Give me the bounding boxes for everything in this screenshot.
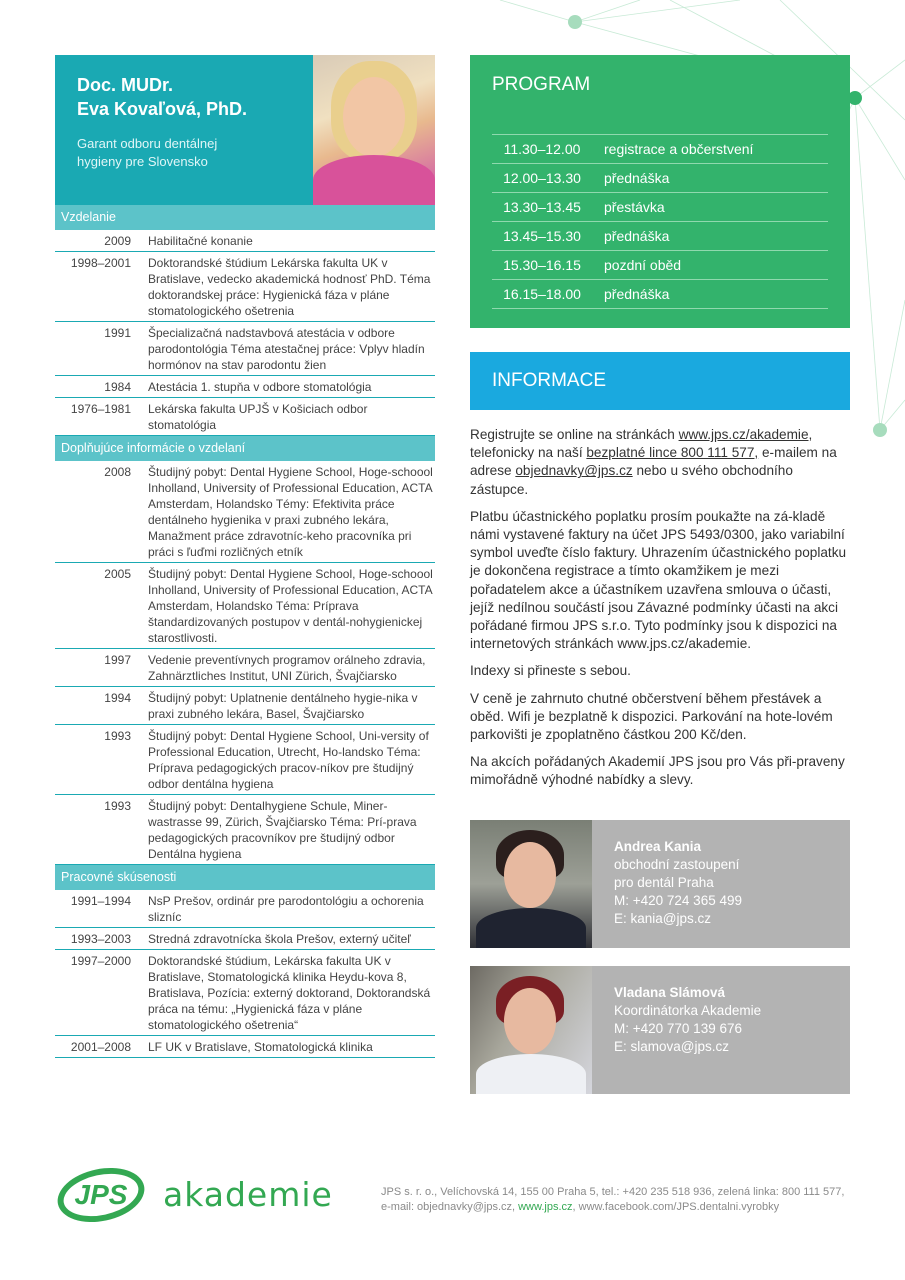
row-text: Doktorandské štúdium, Lekárska fakulta UK v Bratislave, Stomatologická klinika Heydu-kova 8, Bratislava, Pozícia: externý doktorand, Doktorandská práca na tému: „Hygienická fáza v pláne stomatologického ošetrenia“ xyxy=(148,954,431,1032)
contact-card-kania xyxy=(470,820,850,948)
jps-logo-icon xyxy=(55,1166,147,1224)
profile-name xyxy=(77,73,291,121)
contact-phone: M: +420 724 365 499 xyxy=(614,892,742,908)
program-time: 15.30–16.15 xyxy=(503,257,581,273)
program-activity: registrace a občerstvení xyxy=(604,141,754,157)
program-item xyxy=(492,222,828,251)
contact-name: Andrea Kania xyxy=(614,838,702,854)
contact-card-slamova xyxy=(470,966,850,1094)
program-item xyxy=(492,193,828,222)
table-row xyxy=(55,376,435,398)
info-registration-paragraph xyxy=(470,426,850,499)
row-year: 1991–1994 xyxy=(70,894,131,908)
footer-address xyxy=(381,1185,844,1215)
program-item xyxy=(492,164,828,193)
table-row xyxy=(55,230,435,252)
table-row xyxy=(55,795,435,865)
info-refreshments-paragraph: V ceně je zahrnuto chutné občerstvení během přestávek a oběd. Wifi je bezplatně k dispozici. Parkování na hote-lovém parkovišti je zpoplatněno částkou 200 Kč/den. xyxy=(470,690,833,743)
table-row xyxy=(55,928,435,950)
info-text-segment: e-mailem na adrese xyxy=(470,445,837,479)
table-row xyxy=(55,398,435,436)
row-year: 2001–2008 xyxy=(70,1040,131,1054)
footer-address-line: JPS s. r. o., Velíchovská 14, 155 00 Praha 5, tel.: +420 235 518 936, zelená linka: 800 111 577, xyxy=(381,1186,845,1198)
program-box xyxy=(470,55,850,328)
row-text: Špecializačná nadstavbová atestácia v odbore parodontológia Téma atestačnej práce: Vplyv hladín hormónov na stav parodontu žien xyxy=(148,326,425,372)
cv-sections xyxy=(55,205,435,1058)
info-title: INFORMACE xyxy=(470,352,850,410)
table-row xyxy=(55,950,435,1036)
website-link[interactable]: www.jps.cz xyxy=(518,1201,573,1213)
table-row xyxy=(55,461,435,563)
profile-role-line2: hygieny pre Slovensko xyxy=(77,154,208,169)
footer-email: e-mail: objednavky@jps.cz, xyxy=(381,1201,519,1213)
row-text: Doktorandské štúdium Lekárska fakulta UK v Bratislave, vedecko akademická hodnosť PhD. Téma doktorandskej práce: Hygienická fáza v pláne stomatologického ošetrenia xyxy=(148,256,431,318)
table-row xyxy=(55,890,435,928)
footer-contact-line xyxy=(381,1200,844,1215)
free-hotline-link[interactable]: bezplatné lince 800 111 577, xyxy=(586,445,759,461)
row-year: 2009 xyxy=(104,234,131,248)
table-row xyxy=(55,563,435,649)
row-year: 1976–1981 xyxy=(70,402,131,416)
row-year: 1984 xyxy=(104,380,131,394)
table-row xyxy=(55,1036,435,1058)
row-text: Lekárska fakulta UPJŠ v Košiciach odbor stomatológia xyxy=(148,402,368,432)
row-year: 1997 xyxy=(104,653,131,667)
profile-photo xyxy=(313,55,435,205)
program-activity: přednáška xyxy=(604,228,670,244)
profile-role xyxy=(77,135,291,171)
row-text: Vedenie preventívnych programov orálneho zdravia, Zahnärztliches Institut, UNI Zürich, Švajčiarsko xyxy=(148,653,426,683)
program-time: 13.45–15.30 xyxy=(503,228,581,244)
orders-email-link[interactable]: objednavky@jps.cz xyxy=(515,463,633,479)
contact-details xyxy=(592,820,742,948)
row-year: 2008 xyxy=(104,465,131,479)
row-year: 2005 xyxy=(104,567,131,581)
row-year: 1997–2000 xyxy=(70,954,131,968)
table-row xyxy=(55,252,435,322)
row-year: 1991 xyxy=(104,326,131,340)
program-activity: přednáška xyxy=(604,170,670,186)
row-text: Študijný pobyt: Dental Hygiene School, Hoge-schoool Inholland, University of Professional Education, ACTA Amsterdam, Holandsko Témy: Efektivita práce dentálneho hygienika v praxi zubného lekára, Manažment práce zdravotníc-keho pracovníka pri práci s ľuďmi rozličných etník xyxy=(148,465,433,559)
cv-column xyxy=(55,55,435,1058)
contact-details xyxy=(592,966,761,1094)
program-activity: pozdní oběd xyxy=(604,257,682,273)
program-item xyxy=(492,135,828,164)
program-item xyxy=(492,251,828,280)
table-row xyxy=(55,322,435,376)
row-text: NsP Prešov, ordinár pre parodontológiu a ochorenia slizníc xyxy=(148,894,424,924)
event-info-column xyxy=(470,55,850,1094)
contact-photo xyxy=(470,820,592,948)
table-row xyxy=(55,725,435,795)
footer xyxy=(55,1163,855,1233)
info-offers-paragraph: Na akcích pořádaných Akademií JPS jsou pro Vás při-praveny mimořádně výhodné nabídky a slevy. xyxy=(470,754,845,788)
program-time: 12.00–13.30 xyxy=(503,170,581,186)
row-text: LF UK v Bratislave, Stomatologická klinika xyxy=(148,1040,373,1054)
section-heading-work-experience: Pracovné skúsenosti xyxy=(55,865,435,890)
program-list xyxy=(492,134,828,309)
row-year: 1993–2003 xyxy=(70,932,131,946)
facebook-link[interactable]: , www.facebook.com/JPS.dentalni.vyrobky xyxy=(572,1201,780,1213)
row-year: 1994 xyxy=(104,691,131,705)
row-text: Študijný pobyt: Dentalhygiene Schule, Miner-wastrasse 99, Zürich, Švajčiarsko Téma: Prí-prava pedagogických pracovníkov pre študijný odbor Dentálna hygiena xyxy=(148,799,417,861)
program-time: 11.30–12.00 xyxy=(503,141,581,157)
program-time: 13.30–13.45 xyxy=(503,199,581,215)
program-item xyxy=(492,280,828,309)
profile-role-line1: Garant odboru dentálnej xyxy=(77,136,218,151)
brand-name: akademie xyxy=(163,1175,333,1214)
contact-email: E: slamova@jps.cz xyxy=(614,1038,729,1054)
table-row xyxy=(55,687,435,725)
section-heading-additional-education: Doplňujúce informácie o vzdelaní xyxy=(55,436,435,461)
contact-role: pro dentál Praha xyxy=(614,874,714,890)
contact-email: E: kania@jps.cz xyxy=(614,910,711,926)
program-activity: přednáška xyxy=(604,286,670,302)
row-year: 1993 xyxy=(104,799,131,813)
row-year: 1998–2001 xyxy=(70,256,131,270)
info-text-segment: , telefonicky na naší xyxy=(470,427,813,461)
info-index-paragraph: Indexy si přineste s sebou. xyxy=(470,663,631,679)
profile-text xyxy=(55,55,313,205)
info-text xyxy=(470,426,850,790)
contact-photo xyxy=(470,966,592,1094)
row-text: Stredná zdravotnícka škola Prešov, externý učiteľ xyxy=(148,932,411,946)
contact-name: Vladana Slámová xyxy=(614,984,726,1000)
contact-role: Koordinátorka Akademie xyxy=(614,1002,762,1018)
table-row xyxy=(55,649,435,687)
row-year: 1993 xyxy=(104,729,131,743)
row-text: Študijný pobyt: Uplatnenie dentálneho hygie-nika v praxi zubného lekára, Basel, Švajčiarsko xyxy=(148,691,418,721)
akademie-website-link[interactable]: www.jps.cz/akademie xyxy=(678,427,809,442)
profile-header xyxy=(55,55,435,205)
row-text: Študijný pobyt: Dental Hygiene School, Uni-versity of Professional Education, Utrecht, Ho-landsko Téma: Príprava pedagogických pracov-níkov pre študijný odbor dentálna hygiena xyxy=(148,729,429,791)
row-text: Atestácia 1. stupňa v odbore stomatológia xyxy=(148,380,372,394)
logo-letters: JPS xyxy=(74,1179,128,1210)
profile-name-line1: Doc. MUDr. xyxy=(77,75,174,95)
section-heading-education: Vzdelanie xyxy=(55,205,435,230)
program-time: 16.15–18.00 xyxy=(503,286,581,302)
info-text-segment: Registrujte se online na stránkách xyxy=(470,427,679,442)
row-text: Habilitačné konanie xyxy=(148,234,253,248)
row-text: Študijný pobyt: Dental Hygiene School, Hoge-schoool Inholland, University of Professional Education, ACTA Amsterdam, Holandsko Téma: Príprava štandardizovaných postupov v dentál-nohygienickej starostlivosti. xyxy=(148,567,433,645)
info-text-segment: nebo u svého obchodního zástupce. xyxy=(470,463,793,497)
program-title: PROGRAM xyxy=(492,74,591,95)
program-activity: přestávka xyxy=(604,199,665,215)
contact-role: obchodní zastoupení xyxy=(614,856,740,872)
profile-name-line2: Eva Kovaľová, PhD. xyxy=(77,99,247,119)
contact-phone: M: +420 770 139 676 xyxy=(614,1020,742,1036)
info-payment-paragraph: Platbu účastnického poplatku prosím poukažte na zá-kladě námi vystavené faktury na účet JPS 5493/0300, jako variabilní symbol uveďte číslo faktury. Uhrazením účastnického poplatku je dokončena registrace a tímto okamžikem je mezi pořadatelem akce a účastníkem uzavřena smlouva o účasti, jejíž nedílnou součástí jsou Závazné podmínky účasti na akci pořádané firmou JPS s.r.o. Tyto podmínky jsou k dispozici na internetových stránkách www.jps.cz/akademie. xyxy=(470,508,847,652)
